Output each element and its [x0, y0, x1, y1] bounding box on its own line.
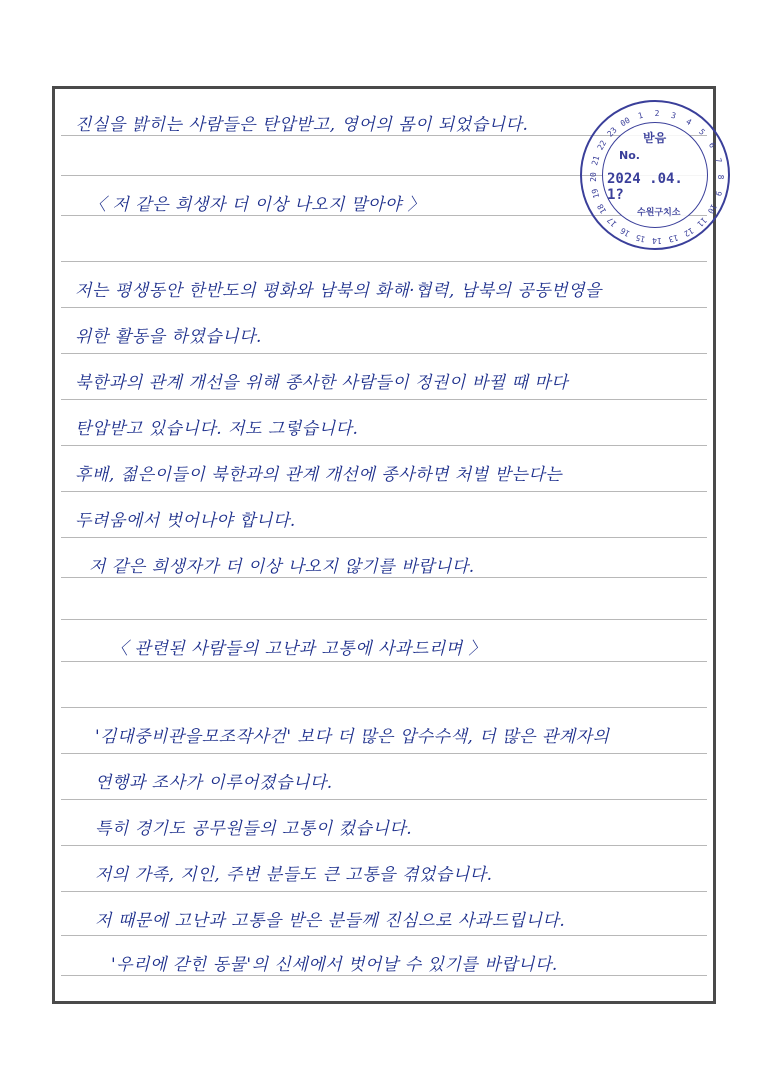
letter-line	[89, 537, 713, 577]
letter-line	[75, 445, 713, 485]
section-heading-text: 〈 저 같은 희생자 더 이상 나오지 말아야 〉	[89, 195, 426, 215]
ruled-line	[61, 935, 707, 936]
ruled-line	[61, 891, 707, 892]
stamp-ring-number: 3	[669, 110, 677, 121]
stamp-ring-number: 19	[590, 187, 602, 200]
stamp-ring-number: 7	[713, 157, 724, 165]
letter-line-text: 저 때문에 고난과 고통을 받은 분들께 진심으로 사과드립니다.	[95, 911, 566, 931]
letter-line-text: 진실을 밝히는 사람들은 탄압받고, 영어의 몸이 되었습니다.	[75, 115, 529, 135]
letter-line-text: 저는 평생동안 한반도의 평화와 남북의 화해·협력, 남북의 공동번영을	[75, 281, 602, 301]
letter-line-text: '우리에 갇힌 동물'의 신세에서 벗어날 수 있기를 바랍니다.	[111, 955, 558, 975]
stamp-ring-number: 14	[652, 236, 662, 245]
letter-line	[75, 261, 713, 301]
ruled-line	[61, 845, 707, 846]
stamp-ring-number: 10	[705, 202, 719, 216]
letter-line-text: 특히 경기도 공무원들의 고통이 컸습니다.	[95, 819, 413, 839]
ruled-line	[61, 619, 707, 620]
stamp-ring-number: 11	[695, 215, 709, 229]
letter-line	[75, 353, 713, 393]
ruled-line	[61, 753, 707, 754]
stamp-ring-number: 20	[589, 172, 598, 182]
stamp-ring-number: 2	[654, 109, 660, 118]
ruled-line	[61, 537, 707, 538]
stamp-ring-number: 8	[716, 174, 725, 180]
stamp-ring-number: 6	[706, 140, 718, 150]
letter-line	[111, 935, 713, 975]
stamp-ring-number: 15	[634, 232, 647, 244]
letter-line-text: 연행과 조사가 이루어졌습니다.	[95, 773, 333, 793]
letter-line	[75, 661, 713, 701]
letter-line-text: 북한과의 관계 개선을 위해 종사한 사람들이 정권이 바뀔 때 마다	[75, 373, 569, 393]
stamp-ring-number: 13	[667, 232, 680, 244]
stamp-ring-number: 4	[684, 116, 694, 128]
stamp-ring-number: 23	[605, 125, 619, 139]
letter-line	[95, 799, 713, 839]
letter-line-text: 위한 활동을 하였습니다.	[75, 327, 262, 347]
received-stamp	[580, 100, 730, 250]
letter-line-text: 저의 가족, 지인, 주변 분들도 큰 고통을 겪었습니다.	[95, 865, 493, 885]
letter-line-text: 탄압받고 있습니다. 저도 그렇습니다.	[75, 419, 359, 439]
stamp-number-label: No.	[619, 149, 640, 162]
ruled-line	[61, 261, 707, 262]
letter-line	[75, 491, 713, 531]
letter-line	[95, 891, 713, 931]
stamp-ring-number: 16	[618, 225, 632, 239]
letter-line-text: 두려움에서 벗어나야 합니다.	[75, 511, 296, 531]
letter-line	[75, 307, 713, 347]
ruled-line	[61, 445, 707, 446]
stamp-ring-number: 9	[713, 189, 724, 197]
ruled-line	[61, 353, 707, 354]
ruled-line	[61, 577, 707, 578]
ruled-line	[61, 491, 707, 492]
stamp-office: 수원구치소	[637, 208, 681, 218]
section-heading	[111, 619, 713, 659]
letter-line-text: 저 같은 희생자가 더 이상 나오지 않기를 바랍니다.	[89, 557, 475, 577]
stamp-ring-number: 22	[595, 138, 609, 152]
stamp-inner-circle	[602, 122, 708, 228]
ruled-line	[61, 661, 707, 662]
letter-line	[75, 399, 713, 439]
stamp-ring-number: 17	[605, 215, 619, 229]
ruled-line	[61, 975, 707, 976]
stamp-ring-number: 21	[590, 154, 602, 167]
stamp-ring-number: 1	[637, 110, 645, 121]
stamp-date: 2024 .04. 1?	[607, 171, 683, 203]
section-heading-text: 〈 관련된 사람들의 고난과 고통에 사과드리며 〉	[111, 639, 487, 659]
letter-line	[75, 577, 713, 617]
stamp-ring-number: 18	[595, 202, 609, 216]
stamp-ring-number: 12	[682, 225, 696, 239]
ruled-line	[61, 307, 707, 308]
letter-line-text: 후배, 젊은이들이 북한과의 관계 개선에 종사하면 처벌 받는다는	[75, 465, 563, 485]
letter-line	[95, 845, 713, 885]
letter-line	[95, 707, 713, 747]
letter-line-text: '김대중비관을모조작사건' 보다 더 많은 압수수색, 더 많은 관계자의	[95, 727, 610, 747]
ruled-line	[61, 799, 707, 800]
stamp-title: 받음	[643, 131, 667, 145]
letter-line	[95, 753, 713, 793]
letter-line	[75, 975, 713, 1015]
ruled-line	[61, 399, 707, 400]
ruled-line	[61, 707, 707, 708]
stamp-ring-number: 00	[618, 115, 632, 129]
stamp-ring-number: 5	[697, 127, 707, 137]
